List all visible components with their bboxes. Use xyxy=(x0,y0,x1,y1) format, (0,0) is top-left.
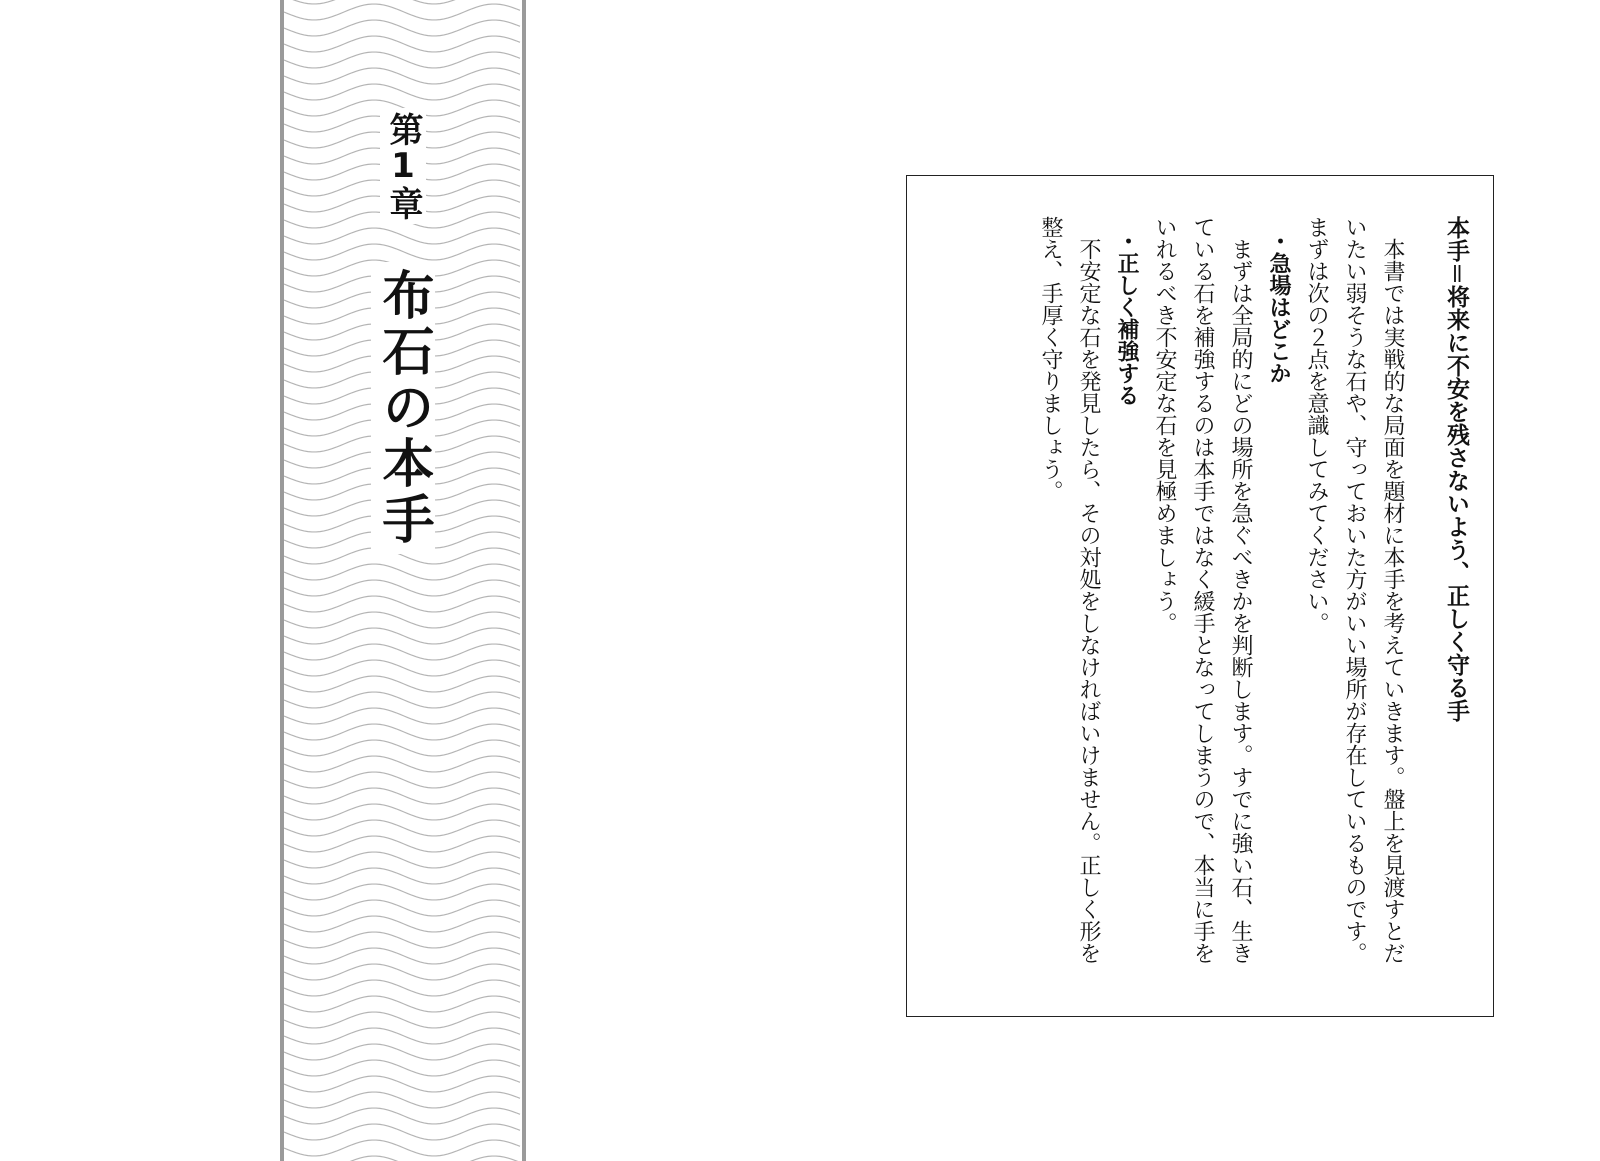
wave-line xyxy=(284,676,520,692)
wave-line xyxy=(284,996,520,1012)
wave-line xyxy=(284,660,520,676)
wave-line xyxy=(284,948,520,964)
wave-line xyxy=(284,564,520,580)
wave-line xyxy=(284,820,520,836)
section-title-reinforce: ・正しく補強する xyxy=(1114,230,1139,406)
wave-line xyxy=(284,580,520,596)
wave-line xyxy=(284,1012,520,1028)
wave-line xyxy=(284,1092,520,1108)
wave-line xyxy=(284,20,520,36)
summary-intro: 本書では実戦的な局面を題材に本手を考えていきます。盤上を見渡すとだいたい弱そうな石や、守っておいた方がいい場所が存在しているものです。まずは次の２点を意識してみてください。 xyxy=(1304,216,1405,964)
summary-heading: 本手＝将来に不安を残さないよう、正しく守る手 xyxy=(1443,216,1469,722)
wave-line xyxy=(284,1124,520,1140)
wave-line xyxy=(284,244,520,260)
wave-line xyxy=(284,4,520,20)
wave-line xyxy=(284,596,520,612)
wave-line xyxy=(284,36,520,52)
chapter-title: 布石の本手 xyxy=(371,262,435,554)
wave-line xyxy=(284,692,520,708)
chapter-title-wrap xyxy=(284,262,522,554)
wave-line xyxy=(284,1156,520,1161)
wave-line xyxy=(284,0,520,4)
wave-line xyxy=(284,1108,520,1124)
wave-line xyxy=(284,932,520,948)
wave-line xyxy=(284,964,520,980)
wave-line xyxy=(284,52,520,68)
wave-line xyxy=(284,836,520,852)
wave-line xyxy=(284,884,520,900)
wave-line xyxy=(284,68,520,84)
wave-line xyxy=(284,1028,520,1044)
wave-line xyxy=(284,900,520,916)
wave-line xyxy=(284,1060,520,1076)
chapter-band xyxy=(280,0,526,1161)
chapter-label: 第1章 xyxy=(380,108,426,224)
section-body-urgent: まずは全局的にどの場所を急ぐべきかを判断します。すでに強い石、生きている石を補強するのは本手ではなく緩手となってしまうので、本当に手をいれるべき不安定な石を見極めましょう。 xyxy=(1152,216,1253,964)
wave-line xyxy=(284,756,520,772)
wave-line xyxy=(284,916,520,932)
summary-box xyxy=(906,175,1494,1017)
wave-line xyxy=(284,852,520,868)
wave-line xyxy=(284,708,520,724)
wave-line xyxy=(284,788,520,804)
wave-line xyxy=(284,612,520,628)
wave-line xyxy=(284,724,520,740)
wave-line xyxy=(284,644,520,660)
wave-line xyxy=(284,980,520,996)
wave-line xyxy=(284,772,520,788)
wave-line xyxy=(284,804,520,820)
wave-line xyxy=(284,1044,520,1060)
wave-line xyxy=(284,84,520,100)
wave-line xyxy=(284,228,520,244)
chapter-label-wrap xyxy=(284,108,522,224)
section-body-reinforce: 不安定な石を発見したら、その対処をしなければいけません。正しく形を整え、手厚く守りましょう。 xyxy=(1038,216,1101,964)
wave-line xyxy=(284,740,520,756)
summary-text xyxy=(1031,216,1475,976)
wave-line xyxy=(284,628,520,644)
wave-line xyxy=(284,1076,520,1092)
wave-line xyxy=(284,1140,520,1156)
wave-line xyxy=(284,868,520,884)
section-title-urgent: ・急場はどこか xyxy=(1266,230,1291,384)
